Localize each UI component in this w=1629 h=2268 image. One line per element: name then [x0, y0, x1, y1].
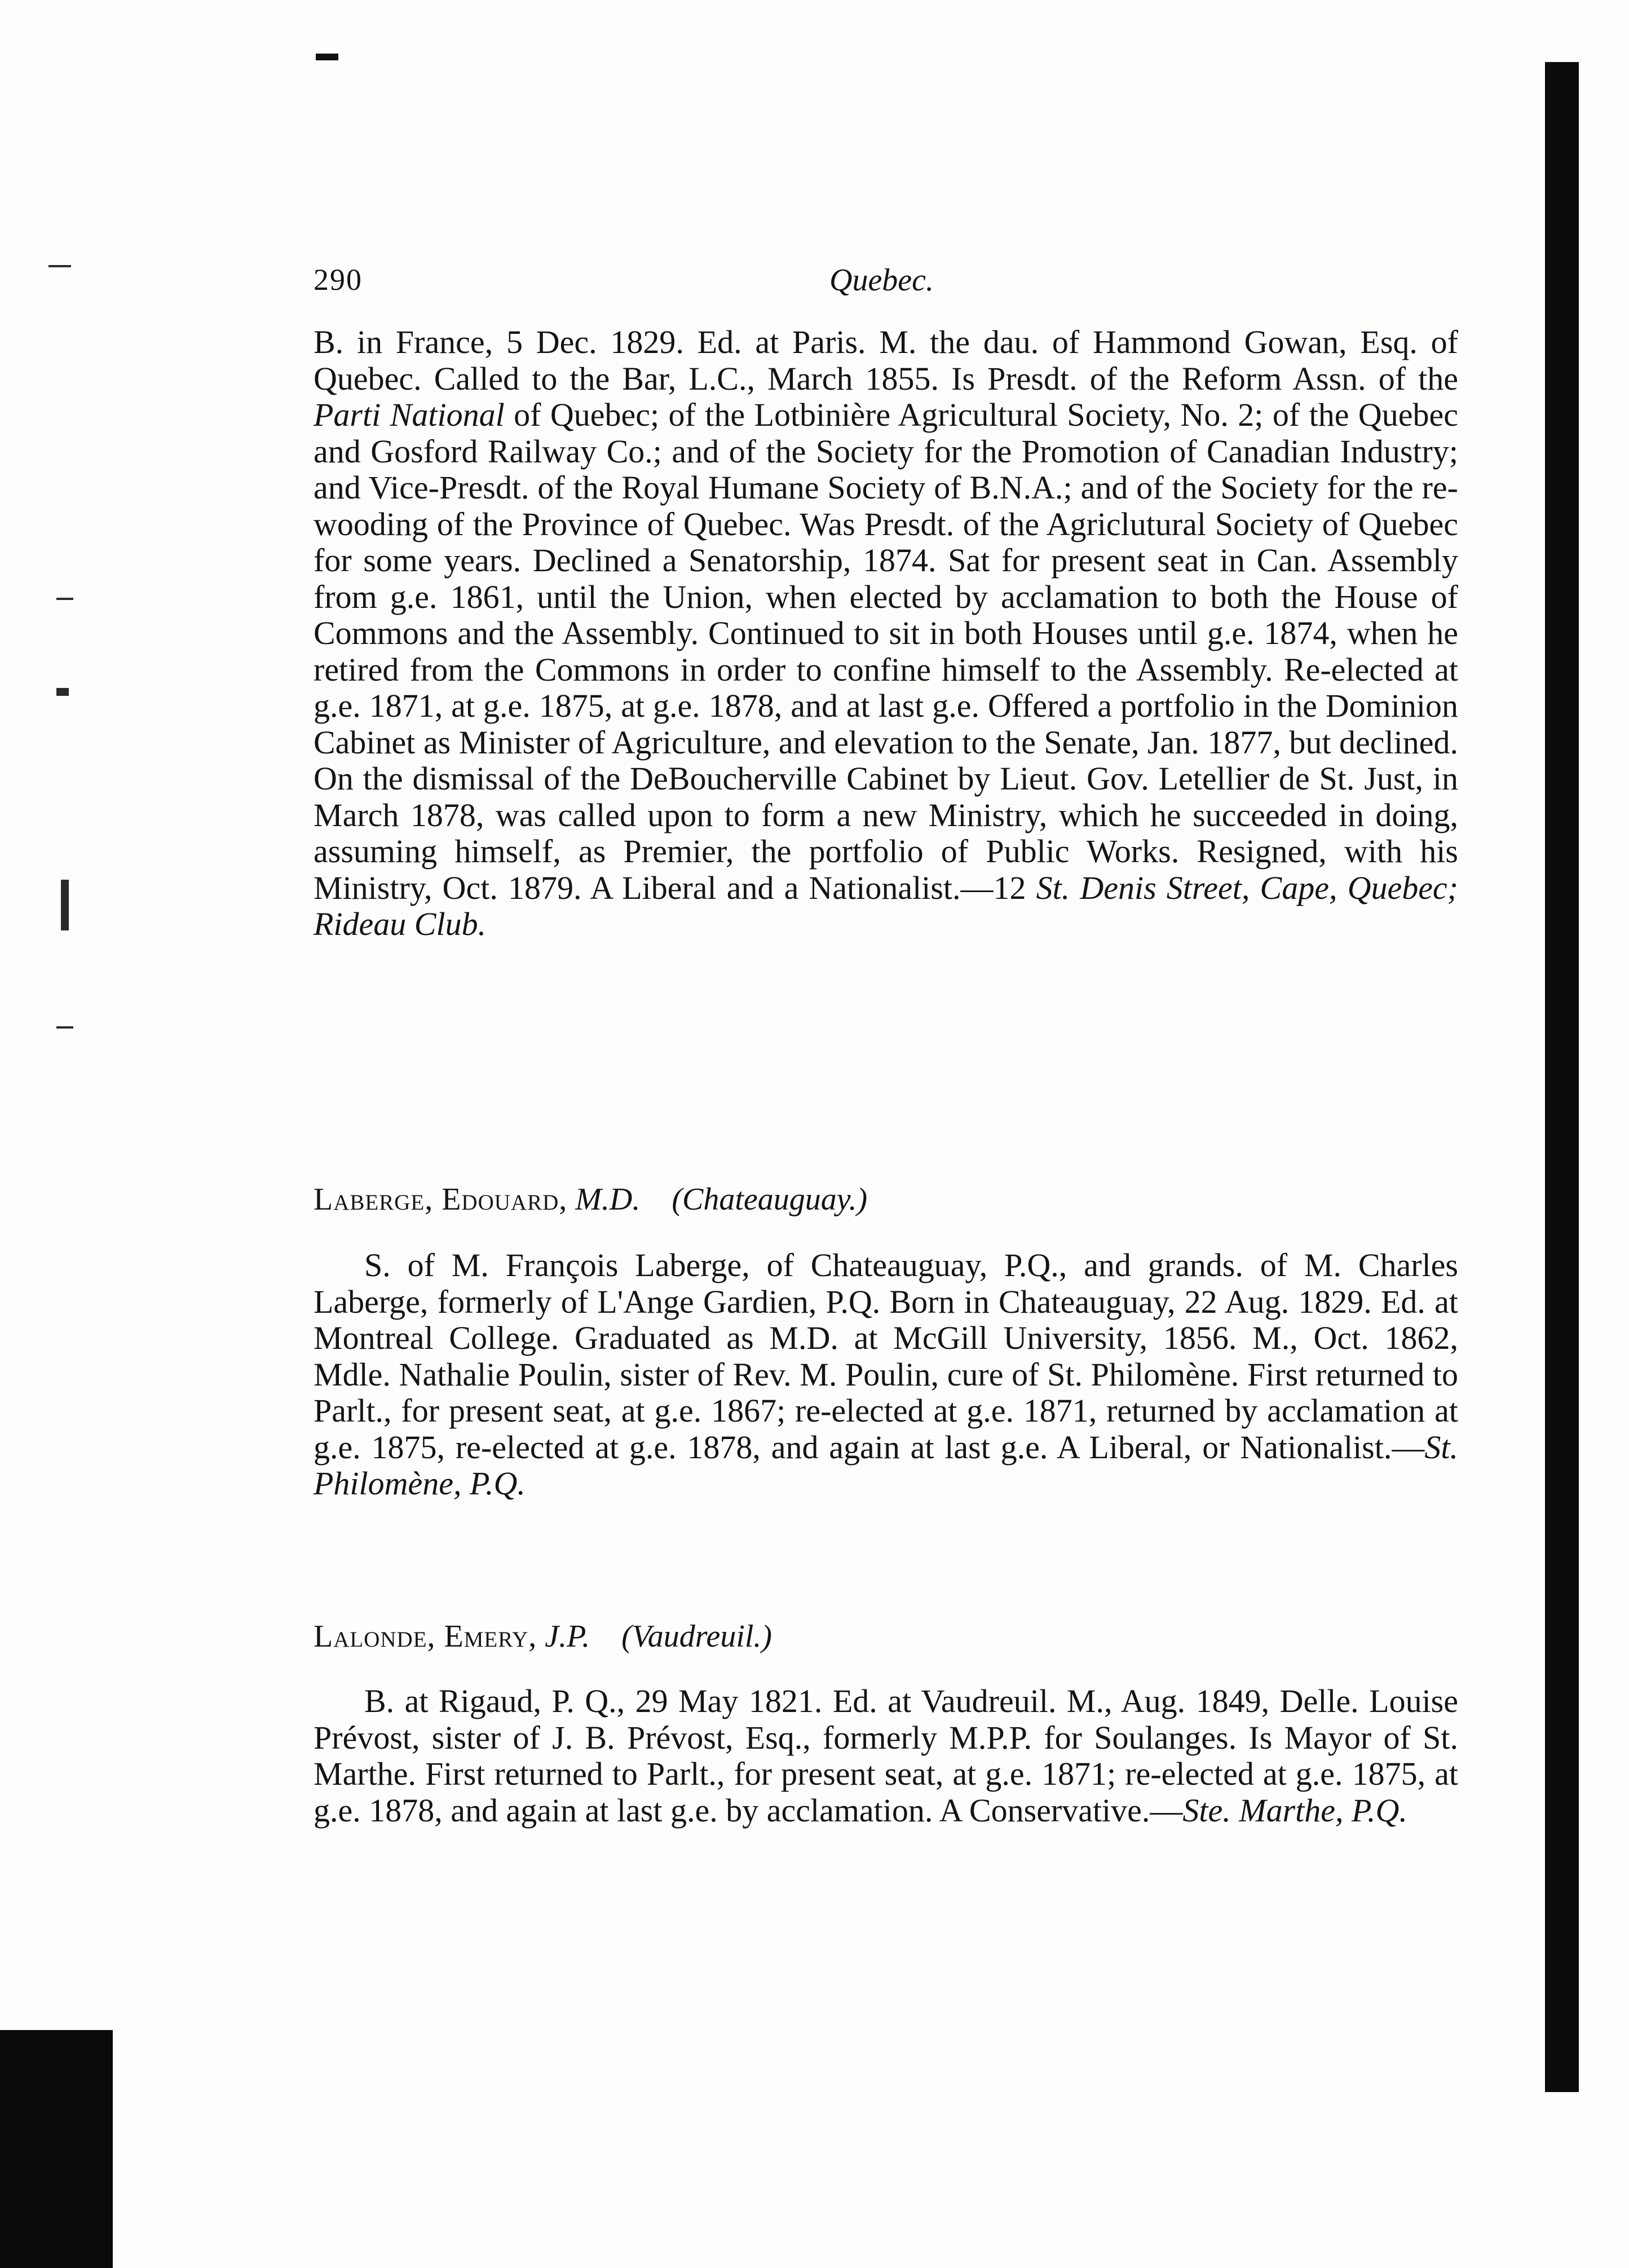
- margin-mark: [48, 265, 71, 267]
- text-run-italic: Parti National: [314, 396, 505, 433]
- text-run-italic: St. Philomène, P.Q.: [314, 1428, 1458, 1502]
- scan-edge-shadow: [1545, 62, 1579, 2092]
- constituency: (Chateauguay.): [672, 1182, 868, 1217]
- entry-heading: [314, 1618, 772, 1654]
- text-run: B. in France, 5 Dec. 1829. Ed. at Paris. M. the dau. of Hammond Gowan, Esq. of Quebec. Called to the Bar, L.C., March 1855. Is Presdt. of the Reform Assn. of the: [314, 324, 1458, 397]
- margin-mark: [56, 1026, 73, 1029]
- text-run-italic: Ste. Marthe, P.Q.: [1182, 1792, 1407, 1829]
- member-name: Lalonde, Emery,: [314, 1619, 537, 1654]
- member-name: Laberge, Edouard,: [314, 1182, 568, 1217]
- constituency: (Vaudreuil.): [621, 1619, 772, 1654]
- margin-mark: [56, 688, 69, 696]
- text-run: B. at Rigaud, P. Q., 29 May 1821. Ed. at Vaudreuil. M., Aug. 1849, Delle. Louise Prévost, sister of J. B. Prévost, Esq., formerly M.P.P. for Soulanges. Is Mayor of St. Marthe. First returned to Parlt., for present seat, at g.e. 1871; re-elected at g.e. 1875, at g.e. 1878, and again at last g.e. by acclamation. A Conservative.—: [314, 1683, 1458, 1829]
- entry-heading: [314, 1181, 867, 1217]
- page-number: 290: [314, 263, 363, 297]
- entry-paragraph: [314, 324, 1458, 943]
- page-header: [314, 262, 1486, 307]
- running-head: Quebec.: [829, 263, 934, 298]
- margin-mark: [61, 880, 69, 930]
- scan-speck: [316, 54, 338, 60]
- member-title: J.P.: [545, 1619, 590, 1654]
- text-run: S. of M. François Laberge, of Chateauguay, P.Q., and grands. of M. Charles Laberge, formerly of L'Ange Gardien, P.Q. Born in Chateauguay, 22 Aug. 1829. Ed. at Montreal College. Graduated as M.D. at McGill University, 1856. M., Oct. 1862, Mdle. Nathalie Poulin, sister of Rev. M. Poulin, cure of St. Philomène. First returned to Parlt., for present seat, at g.e. 1867; re-elected at g.e. 1871, returned by acclamation at g.e. 1875, re-elected at g.e. 1878, and again at last g.e. A Liberal, or Nationalist.—: [314, 1247, 1458, 1466]
- member-title: M.D.: [575, 1182, 641, 1217]
- entry-paragraph: [314, 1683, 1458, 1829]
- margin-mark: [56, 598, 73, 600]
- entry-paragraph: [314, 1247, 1458, 1502]
- scan-corner-shadow: [0, 2030, 113, 2268]
- text-run-italic: St. Denis Street, Cape, Quebec; Rideau Club.: [314, 869, 1458, 942]
- text-run: of Quebec; of the Lotbinière Agricultural Society, No. 2; of the Quebec and Gosford Railway Co.; and of the Society for the Promotion of Canadian Industry; and Vice-Presdt. of the Royal Humane Society of B.N.A.; and of the Society for the re-wooding of the Province of Quebec. Was Presdt. of the Agriclutural Society of Quebec for some years. Declined a Senatorship, 1874. Sat for present seat in Can. Assembly from g.e. 1861, until the Union, when elected by acclamation to both the House of Commons and the Assembly. Continued to sit in both Houses until g.e. 1874, when he retired from the Commons in order to confine himself to the Assembly. Re-elected at g.e. 1871, at g.e. 1875, at g.e. 1878, and at last g.e. Offered a portfolio in the Dominion Cabinet as Minister of Agriculture, and elevation to the Senate, Jan. 1877, but declined. On the dismissal of the DeBoucherville Cabinet by Lieut. Gov. Letellier de St. Just, in March 1878, was called upon to form a new Ministry, which he succeeded in doing, assuming himself, as Premier, the portfolio of Public Works. Resigned, with his Ministry, Oct. 1879. A Liberal and a Nationalist.—12: [314, 396, 1458, 906]
